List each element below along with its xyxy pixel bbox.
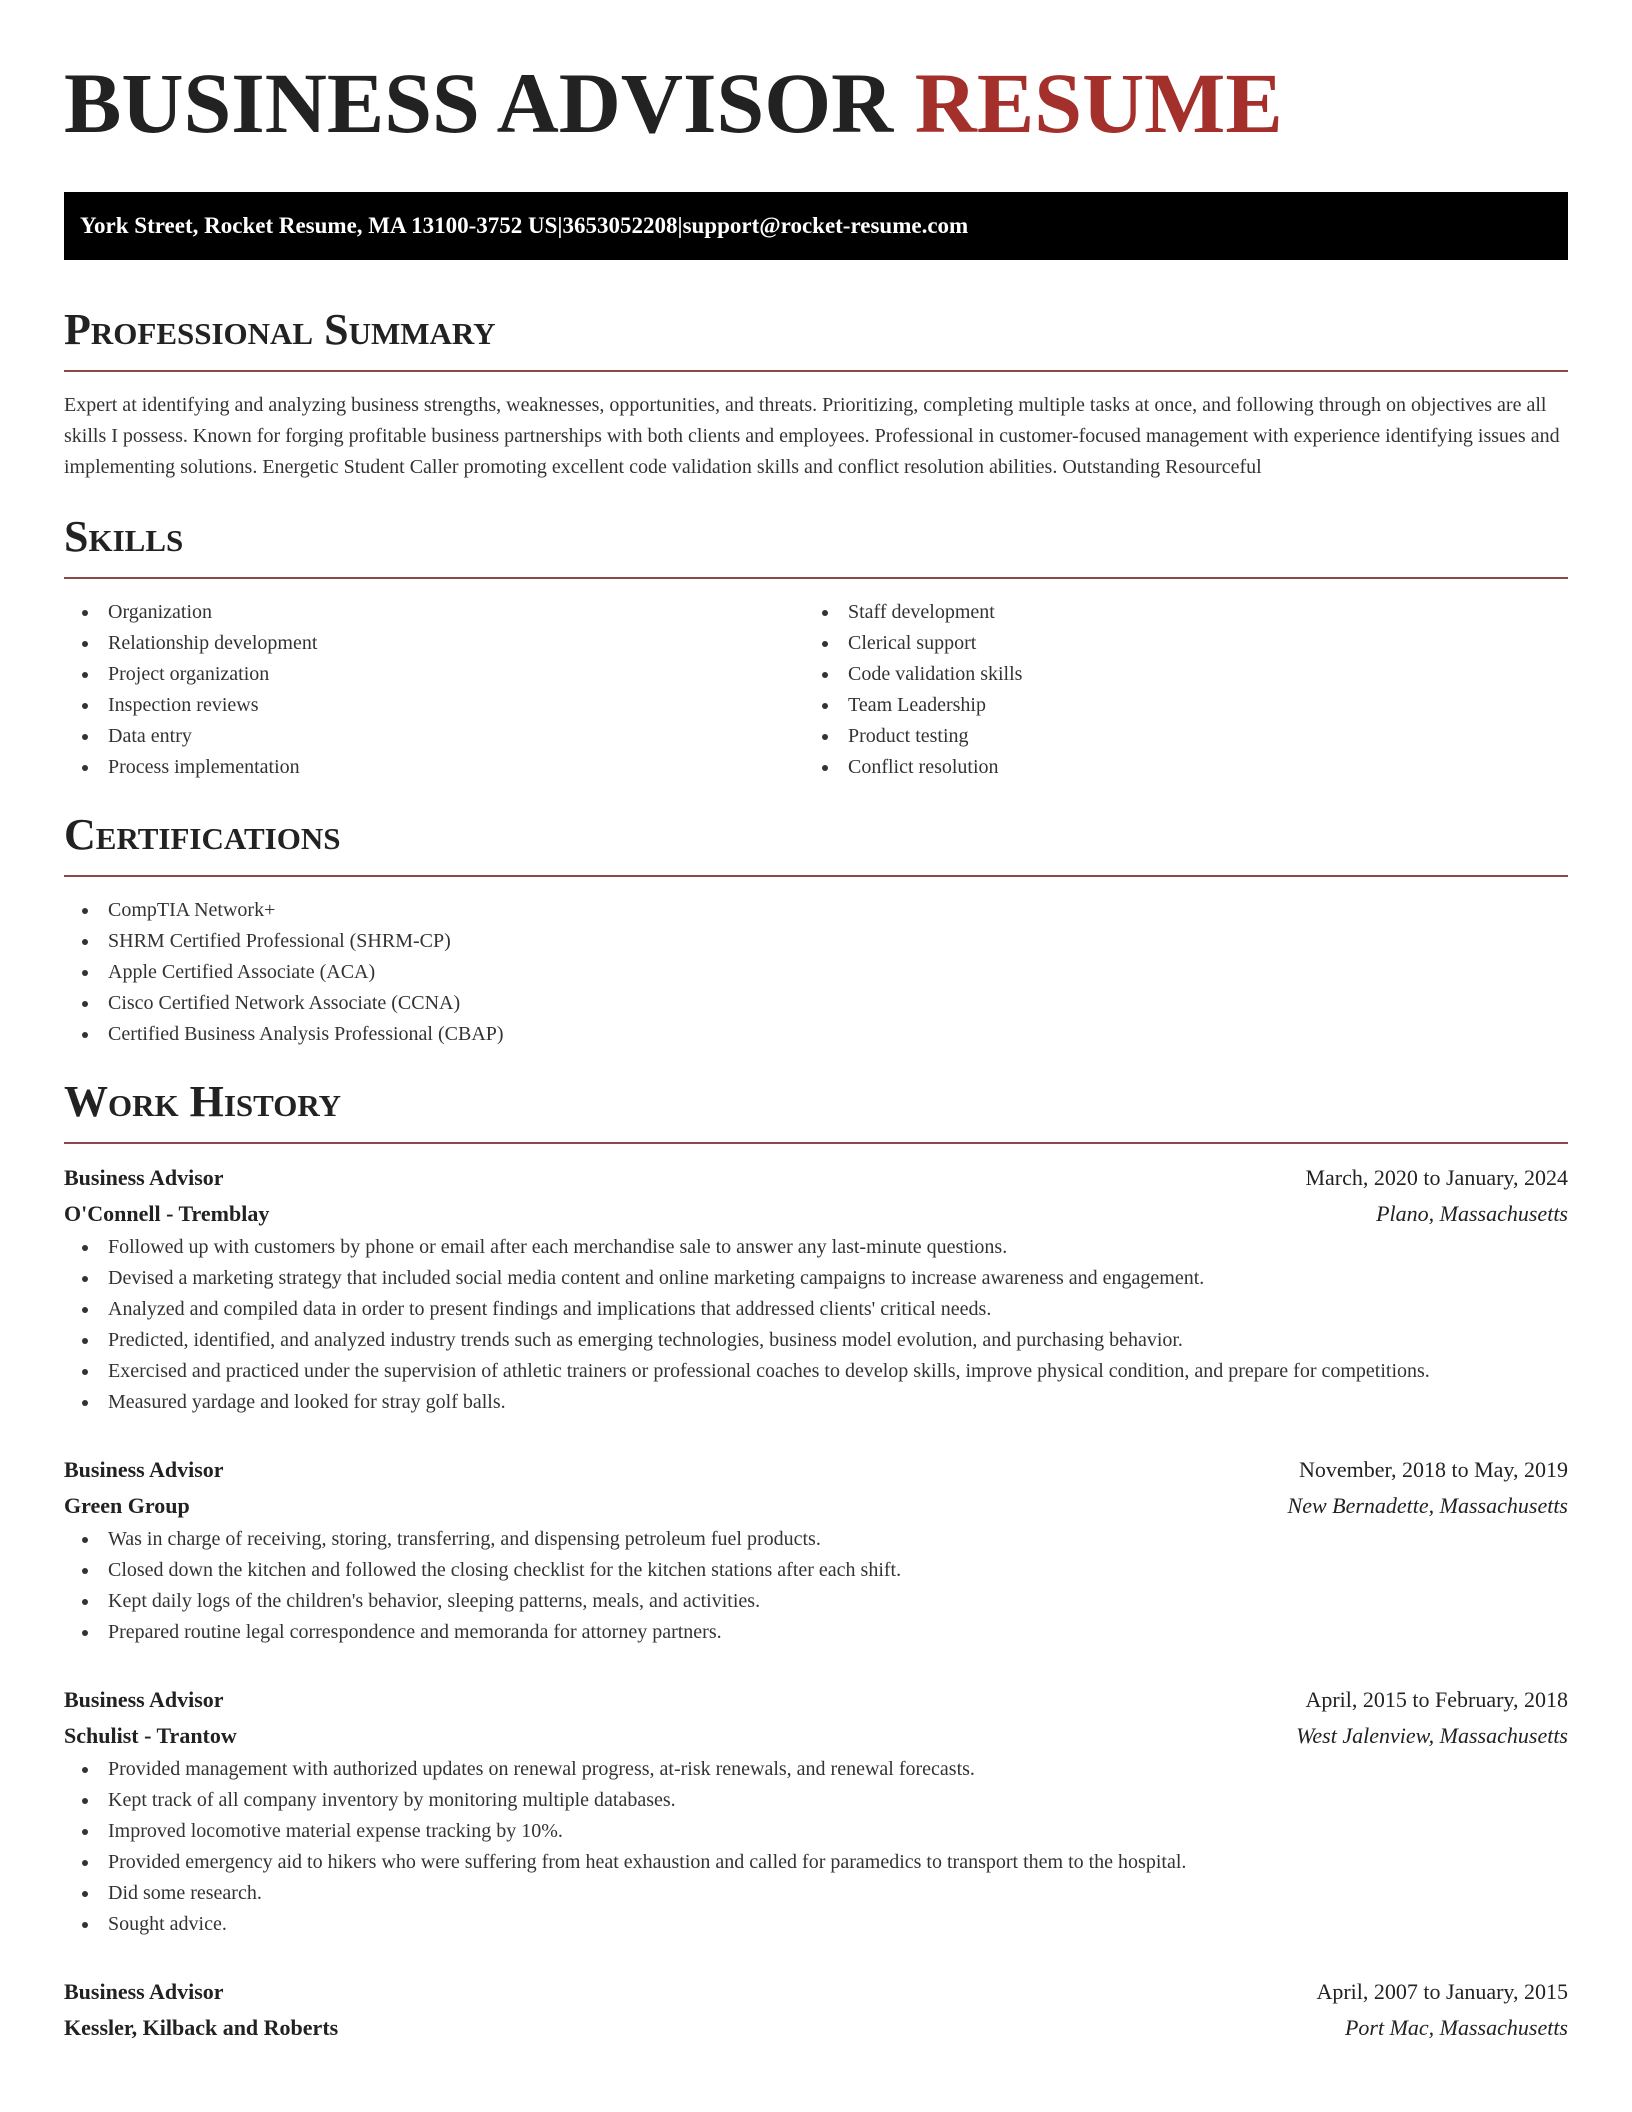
- skill-item: Code validation skills: [804, 659, 1544, 690]
- job-location: Plano, Massachusetts: [1376, 1201, 1568, 1226]
- job-bullets: [64, 1232, 1568, 1418]
- job-dates: November, 2018 to May, 2019: [1299, 1457, 1568, 1482]
- job-location: West Jalenview, Massachusetts: [1296, 1723, 1568, 1748]
- skill-item: Staff development: [804, 597, 1544, 628]
- contact-separator: |: [557, 213, 563, 238]
- contact-phone: 3653052208: [562, 213, 678, 238]
- skill-item: Inspection reviews: [64, 690, 804, 721]
- contact-address: York Street, Rocket Resume, MA 13100-3752 US: [80, 213, 558, 238]
- job-company: Kessler, Kilback and Roberts: [64, 2015, 339, 2040]
- job-header-row: [64, 1160, 1568, 1196]
- skills-heading: Skills: [64, 512, 184, 561]
- certifications-list: [64, 895, 1568, 1050]
- summary-text: Expert at identifying and analyzing business strengths, weaknesses, opportunities, and threats. Prioritizing, completing multiple tasks at once, and following through on objectives are all skills I possess. Known for forging profitable business partnerships with both clients and employees. Professional in customer-focused management with experience identifying issues and implementing solutions. Energetic Student Caller promoting excellent code validation skills and conflict resolution abilities. Outstanding Resourceful: [64, 394, 1560, 478]
- job-company: Green Group: [64, 1493, 190, 1518]
- work-history-section: [64, 1078, 1568, 2046]
- skill-item: Data entry: [64, 721, 804, 752]
- skills-grid: [64, 597, 1568, 783]
- job-bullet: Was in charge of receiving, storing, transferring, and dispensing petroleum fuel products.: [64, 1524, 1568, 1555]
- skills-section: [64, 513, 1568, 783]
- contact-bar: [64, 192, 1568, 260]
- job-bullet: Did some research.: [64, 1878, 1568, 1909]
- skill-item: Organization: [64, 597, 804, 628]
- job-dates: March, 2020 to January, 2024: [1305, 1165, 1568, 1190]
- job-location: Port Mac, Massachusetts: [1344, 2015, 1568, 2040]
- job-bullets: [64, 1754, 1568, 1940]
- section-divider: [64, 370, 1568, 372]
- skills-column-right: [804, 597, 1544, 783]
- job-header-row: [64, 1682, 1568, 1718]
- skill-item: Relationship development: [64, 628, 804, 659]
- skills-list-left: [64, 597, 804, 783]
- job-bullet: Improved locomotive material expense tracking by 10%.: [64, 1816, 1568, 1847]
- job-bullets: [64, 1524, 1568, 1648]
- skill-item: Product testing: [804, 721, 1544, 752]
- job-company-row: [64, 1718, 1568, 1754]
- job-bullet: Kept daily logs of the children's behavior, sleeping patterns, meals, and activities.: [64, 1586, 1568, 1617]
- job-bullet: Sought advice.: [64, 1909, 1568, 1940]
- job-bullet: Devised a marketing strategy that included social media content and online marketing campaigns to increase awareness and engagement.: [64, 1263, 1568, 1294]
- skills-list-right: [804, 597, 1544, 783]
- job-location: New Bernadette, Massachusetts: [1287, 1493, 1568, 1518]
- resume-title: [64, 55, 1568, 151]
- job-bullet: Analyzed and compiled data in order to present findings and implications that addressed clients' critical needs.: [64, 1294, 1568, 1325]
- job-title: Business Advisor: [64, 1457, 224, 1482]
- work-history-heading: Work History: [64, 1077, 342, 1126]
- summary-heading: Professional Summary: [64, 305, 496, 354]
- job-dates: April, 2007 to January, 2015: [1316, 1979, 1568, 2004]
- certifications-section: [64, 811, 1568, 1050]
- job-company: Schulist - Trantow: [64, 1723, 237, 1748]
- job-company-row: [64, 1196, 1568, 1232]
- skills-column-left: [64, 597, 804, 783]
- summary-section: [64, 306, 1568, 483]
- job-entry: [64, 1682, 1568, 1940]
- contact-separator: |: [677, 213, 683, 238]
- job-bullet: Prepared routine legal correspondence and memoranda for attorney partners.: [64, 1617, 1568, 1648]
- skill-item: Clerical support: [804, 628, 1544, 659]
- skill-item: Project organization: [64, 659, 804, 690]
- certification-item: Certified Business Analysis Professional (CBAP): [64, 1019, 1568, 1050]
- job-entry: [64, 1452, 1568, 1648]
- title-accent: RESUME: [914, 55, 1283, 151]
- job-bullet: Provided management with authorized updates on renewal progress, at-risk renewals, and renewal forecasts.: [64, 1754, 1568, 1785]
- job-title: Business Advisor: [64, 1165, 224, 1190]
- certifications-heading: Certifications: [64, 810, 341, 859]
- job-bullet: Followed up with customers by phone or email after each merchandise sale to answer any last-minute questions.: [64, 1232, 1568, 1263]
- skill-item: Process implementation: [64, 752, 804, 783]
- section-divider: [64, 875, 1568, 877]
- section-divider: [64, 1142, 1568, 1144]
- job-bullet: Exercised and practiced under the supervision of athletic trainers or professional coaches to develop skills, improve physical condition, and prepare for competitions.: [64, 1356, 1568, 1387]
- job-title: Business Advisor: [64, 1979, 224, 2004]
- contact-email: support@rocket-resume.com: [682, 213, 969, 238]
- job-bullet: Provided emergency aid to hikers who were suffering from heat exhaustion and called for paramedics to transport them to the hospital.: [64, 1847, 1568, 1878]
- job-entry: [64, 1160, 1568, 1418]
- certification-item: CompTIA Network+: [64, 895, 1568, 926]
- job-bullet: Kept track of all company inventory by monitoring multiple databases.: [64, 1785, 1568, 1816]
- certification-item: Cisco Certified Network Associate (CCNA): [64, 988, 1568, 1019]
- certification-item: Apple Certified Associate (ACA): [64, 957, 1568, 988]
- title-main: BUSINESS ADVISOR: [64, 55, 894, 151]
- job-header-row: [64, 1974, 1568, 2010]
- job-bullet: Predicted, identified, and analyzed industry trends such as emerging technologies, business model evolution, and purchasing behavior.: [64, 1325, 1568, 1356]
- job-dates: April, 2015 to February, 2018: [1305, 1687, 1568, 1712]
- job-bullet: Measured yardage and looked for stray golf balls.: [64, 1387, 1568, 1418]
- skill-item: Conflict resolution: [804, 752, 1544, 783]
- skill-item: Team Leadership: [804, 690, 1544, 721]
- job-company-row: [64, 1488, 1568, 1524]
- job-entry: [64, 1974, 1568, 2046]
- section-divider: [64, 577, 1568, 579]
- job-bullet: Closed down the kitchen and followed the closing checklist for the kitchen stations after each shift.: [64, 1555, 1568, 1586]
- job-title: Business Advisor: [64, 1687, 224, 1712]
- job-header-row: [64, 1452, 1568, 1488]
- certification-item: SHRM Certified Professional (SHRM-CP): [64, 926, 1568, 957]
- job-company-row: [64, 2010, 1568, 2046]
- job-company: O'Connell - Tremblay: [64, 1201, 270, 1226]
